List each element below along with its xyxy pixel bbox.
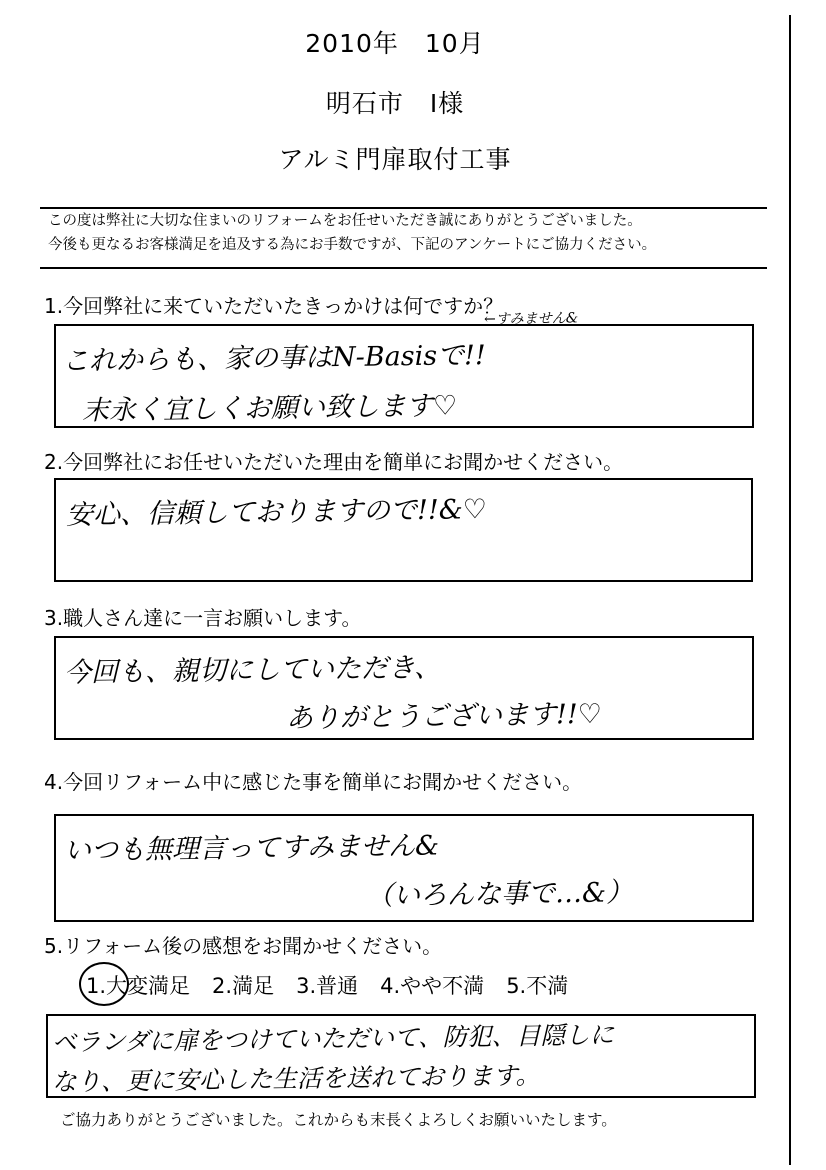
answer-1-note: ←すみません& xyxy=(483,310,579,328)
footer-thanks: ご協力ありがとうございました。これからも末長くよろしくお願いいたします。 xyxy=(60,1111,617,1129)
intro-text xyxy=(40,207,767,269)
question-3-label: 3.職人さん達に一言お願いします。 xyxy=(44,606,362,630)
question-4-label: 4.今回リフォーム中に感じた事を簡単にお聞かせください。 xyxy=(44,770,583,794)
answer-2-line-1: 安心、信頼しておりますので!!&♡ xyxy=(65,494,488,531)
question-2-label: 2.今回弊社にお任せいただいた理由を簡単にお聞かせください。 xyxy=(44,450,624,474)
answer-1-line-1: これからも、家の事はN-Basisで!! xyxy=(61,340,486,377)
answer-4-line-2: （いろんな事で…&） xyxy=(365,877,634,912)
option-satisfied: 2.満足 xyxy=(212,974,275,998)
answer-4-line-1: いつも無理言ってすみません& xyxy=(63,830,440,867)
answer-5-line-2: なり、更に安心した生活を送れております。 xyxy=(51,1060,541,1097)
right-border-line xyxy=(789,15,791,1165)
option-slightly-dissatisfied: 4.やや不満 xyxy=(380,974,485,998)
option-average: 3.普通 xyxy=(296,974,359,998)
satisfaction-options xyxy=(86,970,590,1000)
answer-1-line-2: 末永く宜しくお願い致します♡ xyxy=(81,390,458,427)
work-title: アルミ門扉取付工事 xyxy=(278,145,512,174)
option-very-satisfied: 1.大変満足 xyxy=(86,974,191,998)
question-5-label: 5.リフォーム後の感想をお聞かせください。 xyxy=(44,934,443,958)
survey-date: 2010年 10月 xyxy=(305,29,485,58)
answer-5-line-1: ベランダに扉をつけていただいて、防犯、目隠しに xyxy=(51,1020,615,1057)
customer-name: 明石市 I様 xyxy=(325,89,465,118)
question-1-label: 1.今回弊社に来ていただいたきっかけは何ですか？ xyxy=(44,294,504,318)
answer-3-line-1: 今回も、親切にしていただき、 xyxy=(63,652,442,689)
intro-line: 今後も更なるお客様満足を追及する為にお手数ですが、下記のアンケートにご協力ください。 xyxy=(48,237,657,253)
option-dissatisfied: 5.不満 xyxy=(506,974,569,998)
intro-line: この度は弊社に大切な住まいのリフォームをお任せいただき誠にありがとうございました。 xyxy=(48,213,642,229)
answer-3-line-2: ありがとうございます!!♡ xyxy=(285,698,603,735)
